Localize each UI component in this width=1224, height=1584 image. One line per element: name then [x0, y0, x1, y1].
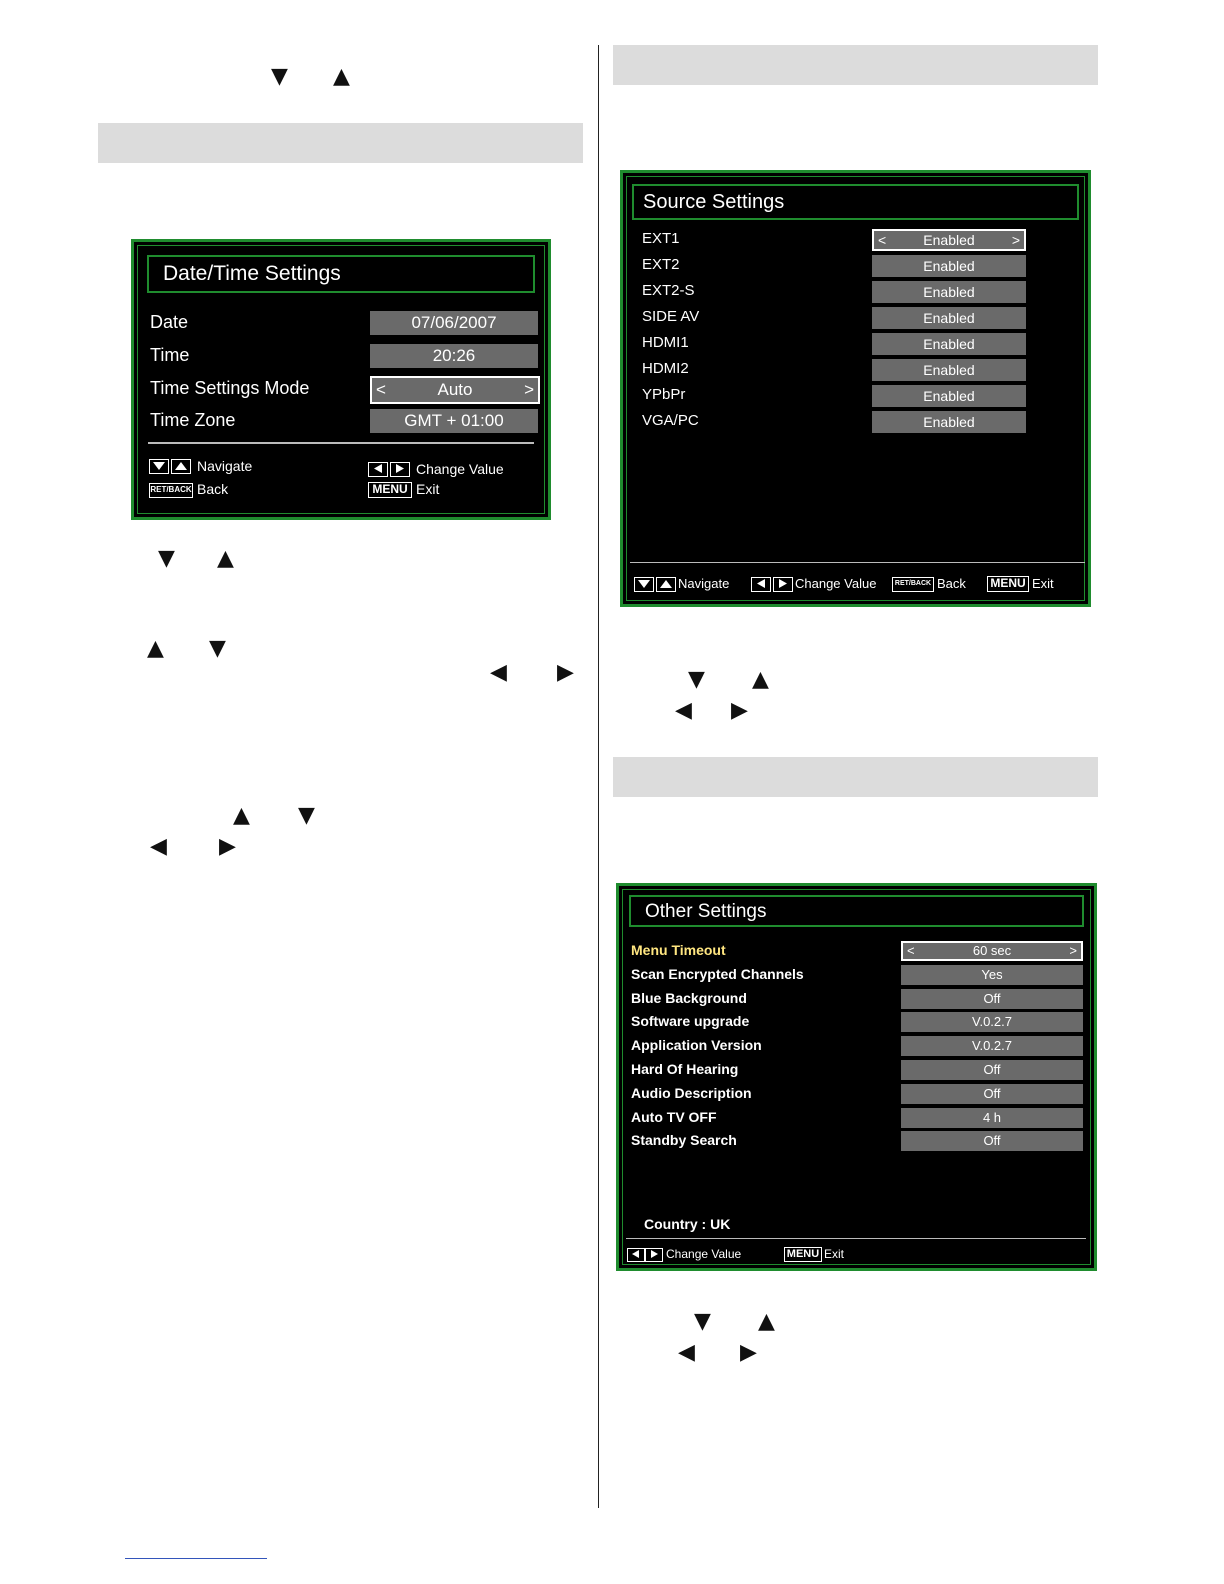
arrow-left-icon: ◀: [490, 660, 507, 685]
row-label: Standby Search: [631, 1132, 737, 1149]
source-settings-screen: [620, 170, 1091, 607]
country-label: Country : UK: [644, 1216, 731, 1232]
datetime-settings-screen: [131, 239, 551, 520]
row-label-time: Time: [150, 345, 190, 365]
arrow-right-icon: ▶: [219, 834, 236, 859]
help-separator: [148, 442, 534, 444]
help-change-value: Change Value: [416, 461, 504, 477]
section-heading-bar: [613, 45, 1098, 85]
arrow-right-icon: ▶: [557, 660, 574, 685]
arrow-up-icon: ▲: [147, 636, 164, 661]
arrow-down-icon: [634, 577, 654, 592]
menu-key: MENU: [784, 1247, 822, 1262]
footer-rule: [125, 1558, 267, 1559]
arrow-left-icon: ◀: [150, 834, 167, 859]
chevron-right-icon: >: [1011, 232, 1020, 248]
row-label-time-settings-mode: Time Settings Mode: [150, 378, 310, 398]
row-value-time-zone[interactable]: GMT + 01:00: [370, 409, 538, 433]
row-label: EXT1: [642, 230, 680, 247]
row-value[interactable]: [901, 941, 1083, 961]
row-value-time-settings-mode[interactable]: [370, 376, 540, 404]
arrow-right-icon: [773, 577, 793, 592]
row-label: Audio Description: [631, 1084, 752, 1101]
arrow-up-icon: ▲: [333, 64, 350, 89]
help-exit: Exit: [824, 1247, 845, 1261]
row-label-time-zone: Time Zone: [150, 410, 236, 430]
chevron-left-icon: <: [878, 232, 887, 248]
chevron-left-icon: <: [376, 380, 386, 399]
arrow-down-icon: ▼: [209, 636, 226, 661]
arrow-right-icon: ▶: [740, 1340, 757, 1365]
row-label: Auto TV OFF: [631, 1108, 717, 1125]
menu-key: MENU: [987, 576, 1029, 592]
help-exit: Exit: [1032, 576, 1054, 591]
arrow-down-icon: ▼: [694, 1309, 711, 1334]
screen-title: Source Settings: [632, 184, 1079, 220]
row-label: VGA/PC: [642, 412, 699, 429]
arrow-right-icon: [390, 462, 410, 477]
ret-back-key: RET/BACK: [149, 483, 193, 498]
ret-back-key: RET/BACK: [892, 577, 934, 592]
row-label: Blue Background: [631, 989, 747, 1006]
row-value[interactable]: [872, 229, 1026, 251]
arrow-down-icon: [149, 459, 169, 474]
selected-value: Auto: [437, 380, 473, 399]
other-settings-screen: [616, 883, 1097, 1271]
arrow-up-icon: [171, 459, 191, 474]
row-label: HDMI1: [642, 334, 689, 351]
arrow-left-icon: [368, 462, 388, 477]
arrow-up-icon: ▲: [217, 546, 234, 571]
arrow-up-icon: ▲: [758, 1309, 775, 1334]
row-value-time[interactable]: 20:26: [370, 344, 538, 368]
row-value-date[interactable]: 07/06/2007: [370, 311, 538, 335]
help-change-value: Change Value: [795, 576, 877, 591]
arrow-left-icon: ◀: [678, 1340, 695, 1365]
arrow-up-icon: ▲: [233, 803, 250, 828]
help-separator: [630, 562, 1085, 563]
screen-title: Date/Time Settings: [147, 255, 535, 293]
row-label: Software upgrade: [631, 1013, 750, 1030]
row-label: YPbPr: [642, 386, 686, 403]
row-value[interactable]: Enabled: [872, 385, 1026, 407]
row-value[interactable]: Off: [901, 1084, 1083, 1104]
help-exit: Exit: [416, 481, 440, 497]
row-label-date: Date: [150, 312, 189, 332]
row-value[interactable]: Enabled: [872, 307, 1026, 329]
arrow-up-icon: [656, 577, 676, 592]
row-label: Hard Of Hearing: [631, 1061, 739, 1077]
row-value[interactable]: Off: [901, 1131, 1083, 1151]
selected-value: Enabled: [923, 232, 975, 248]
row-label: EXT2-S: [642, 282, 695, 299]
help-back: Back: [937, 576, 966, 591]
row-value[interactable]: 4 h: [901, 1108, 1083, 1128]
chevron-right-icon: >: [524, 380, 534, 399]
row-label: Application Version: [631, 1037, 762, 1054]
row-value[interactable]: Enabled: [872, 255, 1026, 277]
row-label: SIDE AV: [642, 308, 700, 325]
arrow-left-icon: [627, 1248, 645, 1262]
row-value[interactable]: Off: [901, 1060, 1083, 1080]
arrow-right-icon: [645, 1248, 663, 1262]
help-separator: [626, 1238, 1086, 1239]
arrow-up-icon: ▲: [752, 667, 769, 692]
column-divider: [598, 45, 599, 1508]
arrow-left-icon: [751, 577, 771, 592]
arrow-down-icon: ▼: [298, 803, 315, 828]
arrow-right-icon: ▶: [731, 698, 748, 723]
help-navigate: Navigate: [678, 576, 730, 591]
help-change-value: Change Value: [666, 1247, 742, 1261]
arrow-down-icon: ▼: [158, 546, 175, 571]
section-heading-bar: [613, 757, 1098, 797]
section-heading-bar: [98, 123, 583, 163]
chevron-left-icon: <: [907, 943, 915, 958]
row-label: EXT2: [642, 256, 680, 273]
row-label: HDMI2: [642, 360, 689, 377]
arrow-down-icon: ▼: [271, 64, 288, 89]
row-value[interactable]: Enabled: [872, 359, 1026, 381]
row-value[interactable]: Enabled: [872, 411, 1026, 433]
selected-value: 60 sec: [972, 943, 1012, 958]
help-navigate: Navigate: [197, 458, 253, 474]
row-value[interactable]: Off: [901, 989, 1083, 1009]
row-value[interactable]: Enabled: [872, 333, 1026, 355]
row-value[interactable]: Yes: [901, 965, 1083, 985]
menu-key: MENU: [368, 482, 412, 498]
row-value[interactable]: V.0.2.7: [901, 1012, 1083, 1032]
row-label: Scan Encrypted Channels: [631, 965, 804, 982]
help-back: Back: [197, 481, 229, 497]
screen-title: Other Settings: [629, 895, 1084, 927]
arrow-down-icon: ▼: [688, 667, 705, 692]
arrow-left-icon: ◀: [675, 698, 692, 723]
chevron-right-icon: >: [1069, 943, 1077, 958]
row-value[interactable]: V.0.2.7: [901, 1036, 1083, 1056]
row-value[interactable]: Enabled: [872, 281, 1026, 303]
row-label: Menu Timeout: [631, 942, 726, 958]
